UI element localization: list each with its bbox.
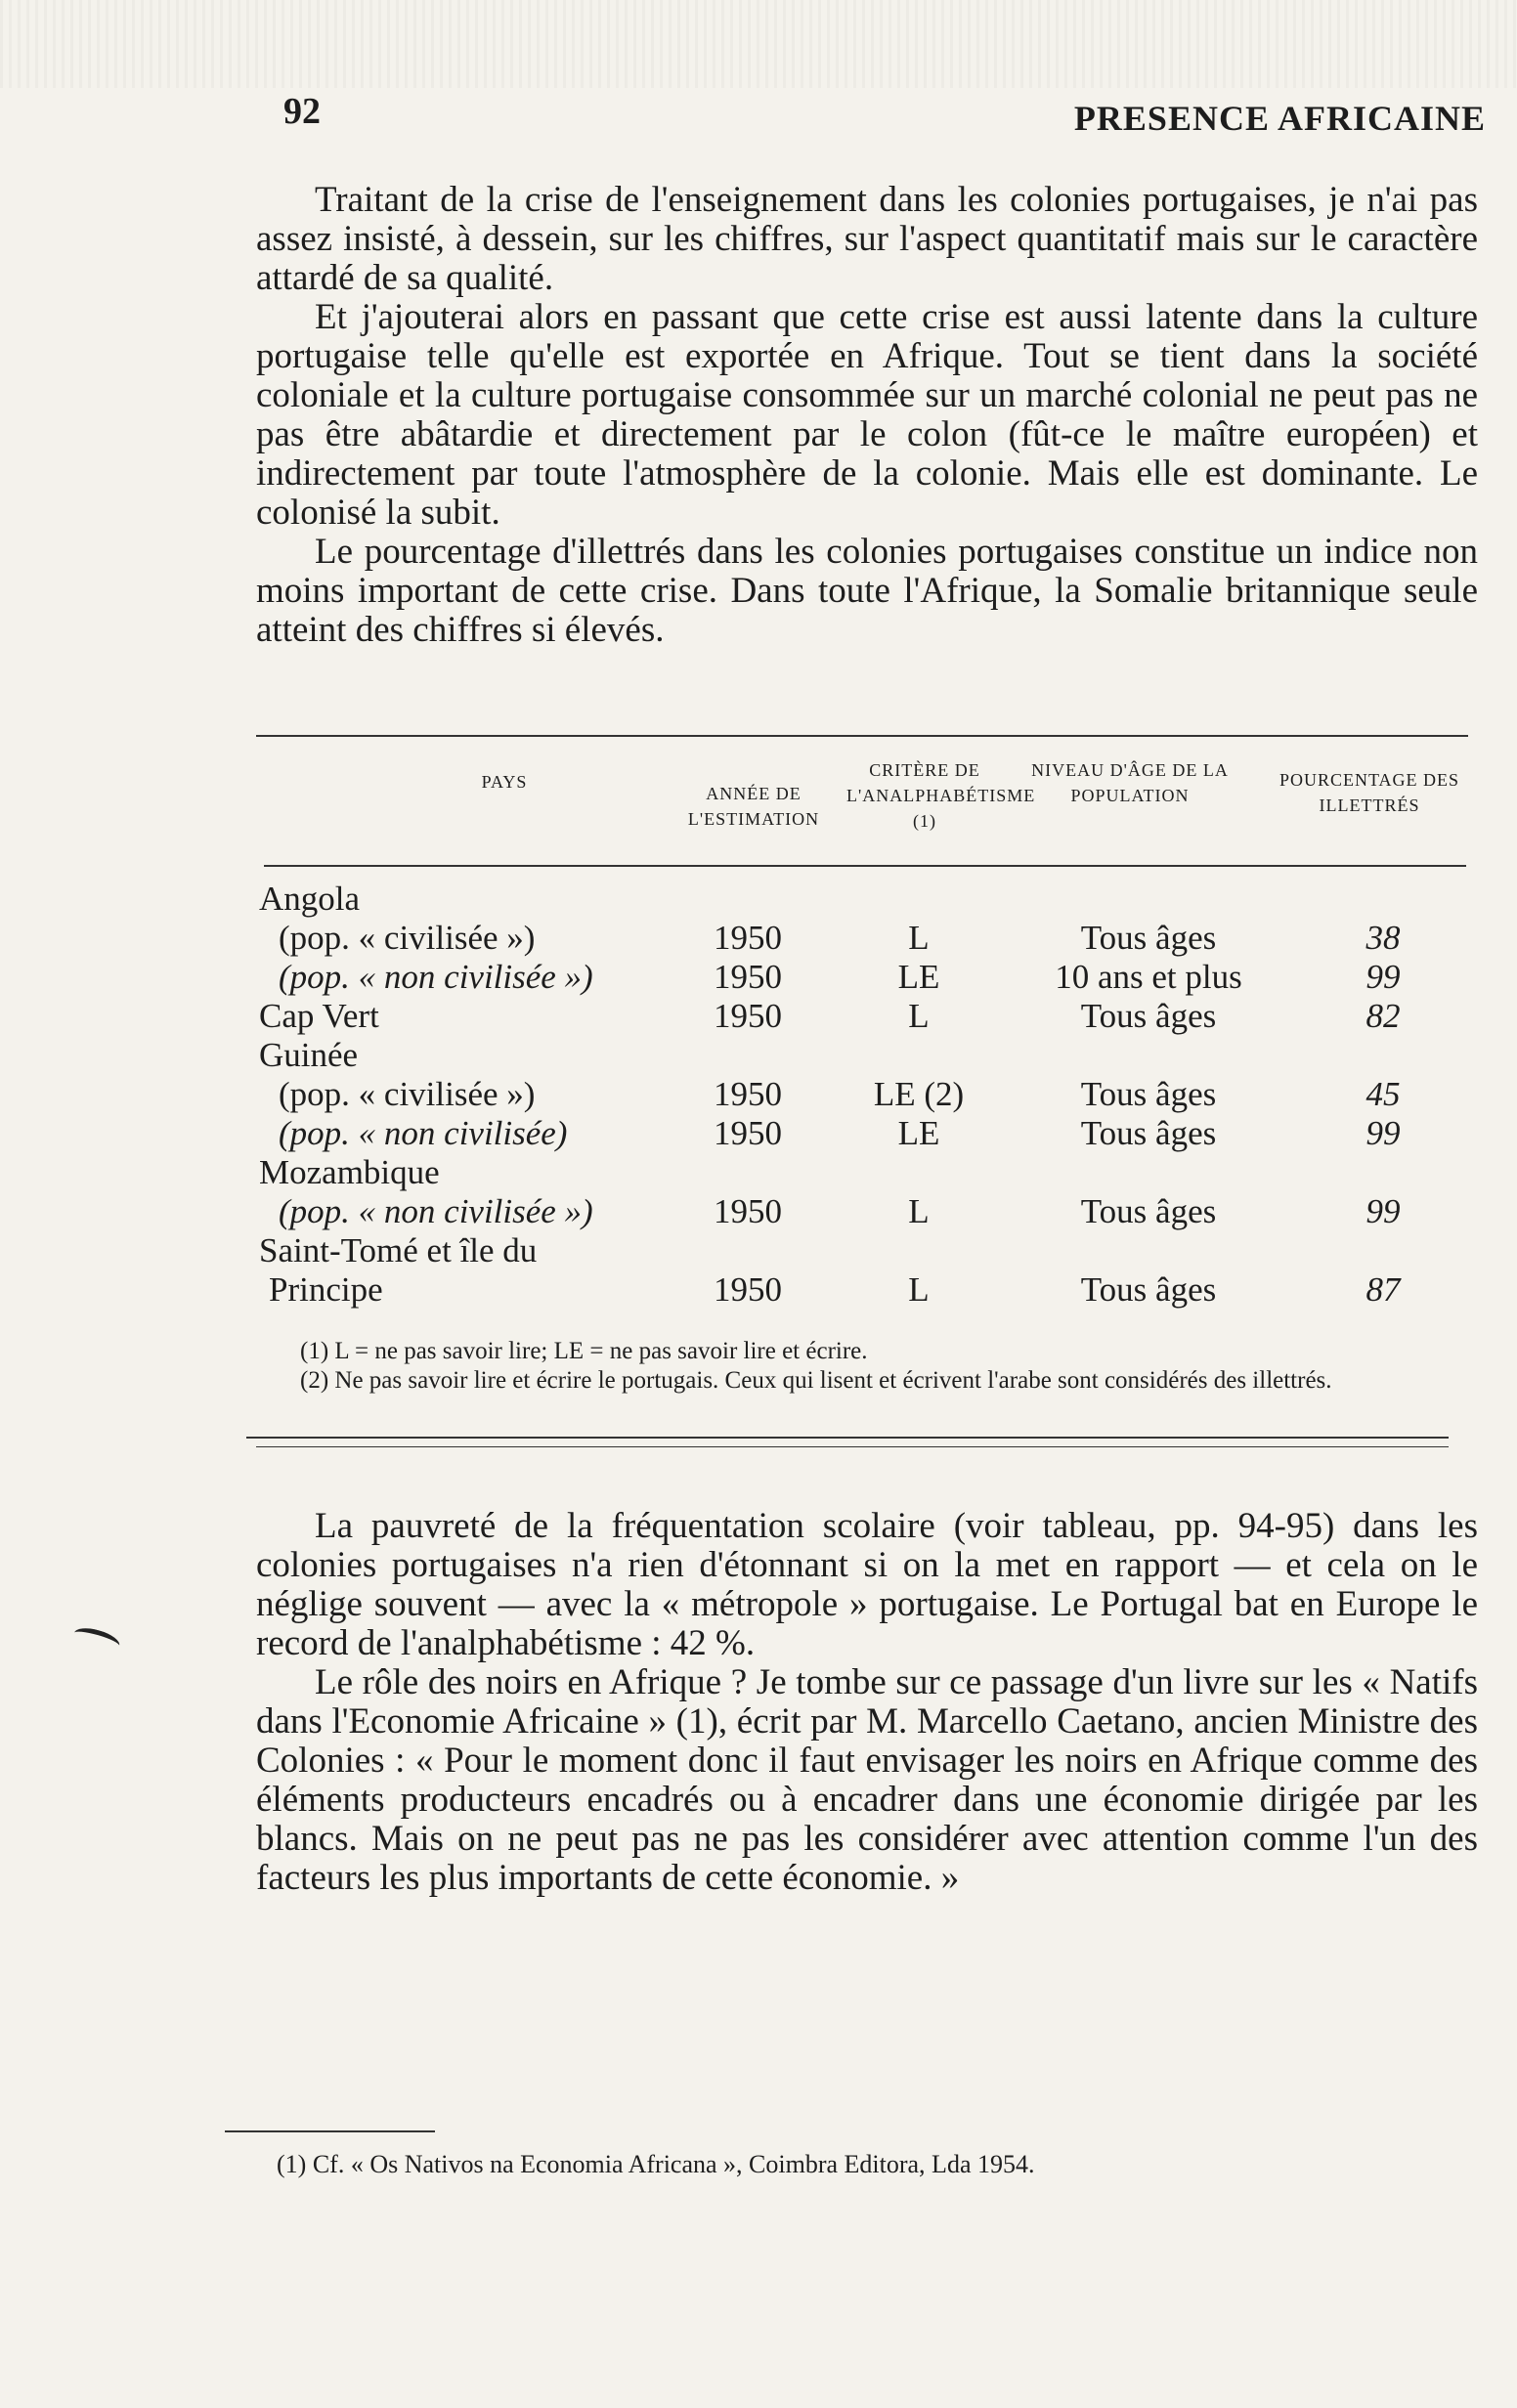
cell-country: (pop. « non civilisée ») (279, 958, 593, 996)
cell-criterion: LE (897, 1114, 940, 1152)
table-row (249, 1114, 1471, 1153)
cell-country: (pop. « civilisée ») (279, 1075, 536, 1113)
cell-percent: 82 (1365, 997, 1401, 1035)
cell-country: Guinée (259, 1036, 359, 1074)
page-header (283, 90, 1486, 158)
cell-age: Tous âges (1080, 1270, 1217, 1309)
column-header-country: PAYS (481, 772, 528, 792)
footnote (223, 2148, 1435, 2181)
table-row (249, 880, 1471, 919)
cell-percent: 99 (1365, 958, 1401, 996)
cell-criterion: LE (2) (873, 1075, 965, 1113)
table-row (249, 1075, 1471, 1114)
cell-country: Cap Vert (259, 997, 379, 1035)
cell-percent: 87 (1365, 1270, 1401, 1309)
cell-year: 1950 (714, 919, 782, 957)
column-header-year: ANNÉE DE L'ESTIMATION (687, 784, 820, 829)
cell-criterion: L (908, 1192, 930, 1230)
table-row (249, 1153, 1471, 1192)
cell-country: Mozambique (259, 1153, 440, 1191)
cell-country: Angola (259, 880, 361, 918)
table-top-rule (256, 735, 1468, 737)
cell-year: 1950 (714, 997, 782, 1035)
table-note: (1) L = ne pas savoir lire; LE = ne pas savoir lire et écrire. (300, 1338, 868, 1364)
cell-year: 1950 (714, 958, 782, 996)
paragraph: La pauvreté de la fréquentation scolaire (voir tableau, pp. 94-95) dans les colonies portugaises n'a rien d'étonnant si on la met en rapport — et cela on le néglige souvent — avec la « métropole » portugaise. Le Portugal bat en Europe le record de l'analphabétisme : 42 %. (256, 1506, 1478, 1663)
cell-percent: 99 (1365, 1192, 1401, 1230)
cell-criterion: L (908, 1270, 930, 1309)
cell-country: (pop. « non civilisée ») (279, 1192, 593, 1230)
table-bottom-rule (256, 1446, 1449, 1447)
cell-year: 1950 (714, 1192, 782, 1230)
cell-age: Tous âges (1080, 919, 1217, 957)
table-row (249, 1231, 1471, 1270)
cell-year: 1950 (714, 1075, 782, 1113)
cell-year: 1950 (714, 1114, 782, 1152)
table-note: (2) Ne pas savoir lire et écrire le portugais. Ceux qui lisent et écrivent l'arabe sont considérés des illettrés. (300, 1367, 1332, 1394)
cell-age: Tous âges (1080, 997, 1217, 1035)
cell-country: (pop. « non civilisée) (279, 1114, 568, 1152)
table-header (260, 757, 1467, 855)
table-row (249, 997, 1471, 1036)
margin-mark (71, 1624, 121, 1655)
paragraph: Le rôle des noirs en Afrique ? Je tombe sur ce passage d'un livre sur les « Natifs dans l'Economie Africaine » (1), écrit par M. Marcello Caetano, ancien Ministre des Colonies : « Pour le moment donc il faut envisager les noirs en Afrique comme des éléments producteurs encadrés ou à encadrer dans une économie dirigée par les blancs. Mais on ne peut pas ne pas les considérer avec attention comme l'un des facteurs les plus importants de cette économie. » (256, 1662, 1478, 1898)
table-row (249, 919, 1471, 958)
cell-criterion: LE (897, 958, 940, 996)
footnote-text: (1) Cf. « Os Nativos na Economia Africana », Coimbra Editora, Lda 1954. (277, 2150, 1035, 2178)
scan-noise (0, 0, 1517, 88)
cell-country: Principe (269, 1270, 383, 1309)
cell-country: (pop. « civilisée ») (279, 919, 536, 957)
table-row (249, 958, 1471, 997)
cell-age: Tous âges (1080, 1192, 1217, 1230)
intro-text (256, 181, 1478, 650)
paragraph: Et j'ajouterai alors en passant que cette crise est aussi latente dans la culture portugaise telle qu'elle est exportée en Afrique. Tout se tient dans la société coloniale et la culture portugaise consommée sur un marché colonial ne peut pas ne pas être abâtardie et directement par le colon (fût-ce le maître européen) et indirectement par toute l'atmosphère de la colonie. Mais elle est dominante. Le colonisé la subit. (256, 297, 1478, 533)
table-body (249, 880, 1471, 1310)
cell-age: Tous âges (1080, 1114, 1217, 1152)
column-header-age: NIVEAU D'ÂGE DE LA POPULATION (1031, 760, 1229, 805)
cell-percent: 99 (1365, 1114, 1401, 1152)
column-header-percent: POURCENTAGE DES ILLETTRÉS (1279, 770, 1460, 815)
table-row (249, 1270, 1471, 1310)
table-header-rule (264, 865, 1466, 867)
table-notes (246, 1337, 1468, 1396)
footnote-rule (225, 2130, 435, 2132)
cell-age: 10 ans et plus (1055, 958, 1242, 996)
cell-percent: 45 (1365, 1075, 1401, 1113)
table-row (249, 1036, 1471, 1075)
cell-criterion: L (908, 997, 930, 1035)
table-row (249, 1192, 1471, 1231)
page-number: 92 (283, 91, 321, 132)
cell-country: Saint-Tomé et île du (259, 1231, 538, 1269)
cell-criterion: L (908, 919, 930, 957)
paragraph: Traitant de la crise de l'enseignement dans les colonies portugaises, je n'ai pas assez insisté, à dessein, sur les chiffres, sur l'aspect quantitatif mais sur le caractère attardé de sa qualité. (256, 180, 1478, 298)
cell-year: 1950 (714, 1270, 782, 1309)
running-title: PRESENCE AFRICAINE (1073, 99, 1486, 138)
paragraph: Le pourcentage d'illettrés dans les colonies portugaises constitue un indice non moins important de cette crise. Dans toute l'Afrique, la Somalie britannique seule atteint des chiffres si élevés. (256, 532, 1478, 650)
table-bottom-rule (246, 1437, 1449, 1439)
body-text (256, 1507, 1478, 1898)
column-header-criterion: CRITÈRE DE L'ANALPHABÉTISME (1) (846, 760, 1036, 831)
cell-age: Tous âges (1080, 1075, 1217, 1113)
cell-percent: 38 (1365, 919, 1401, 957)
